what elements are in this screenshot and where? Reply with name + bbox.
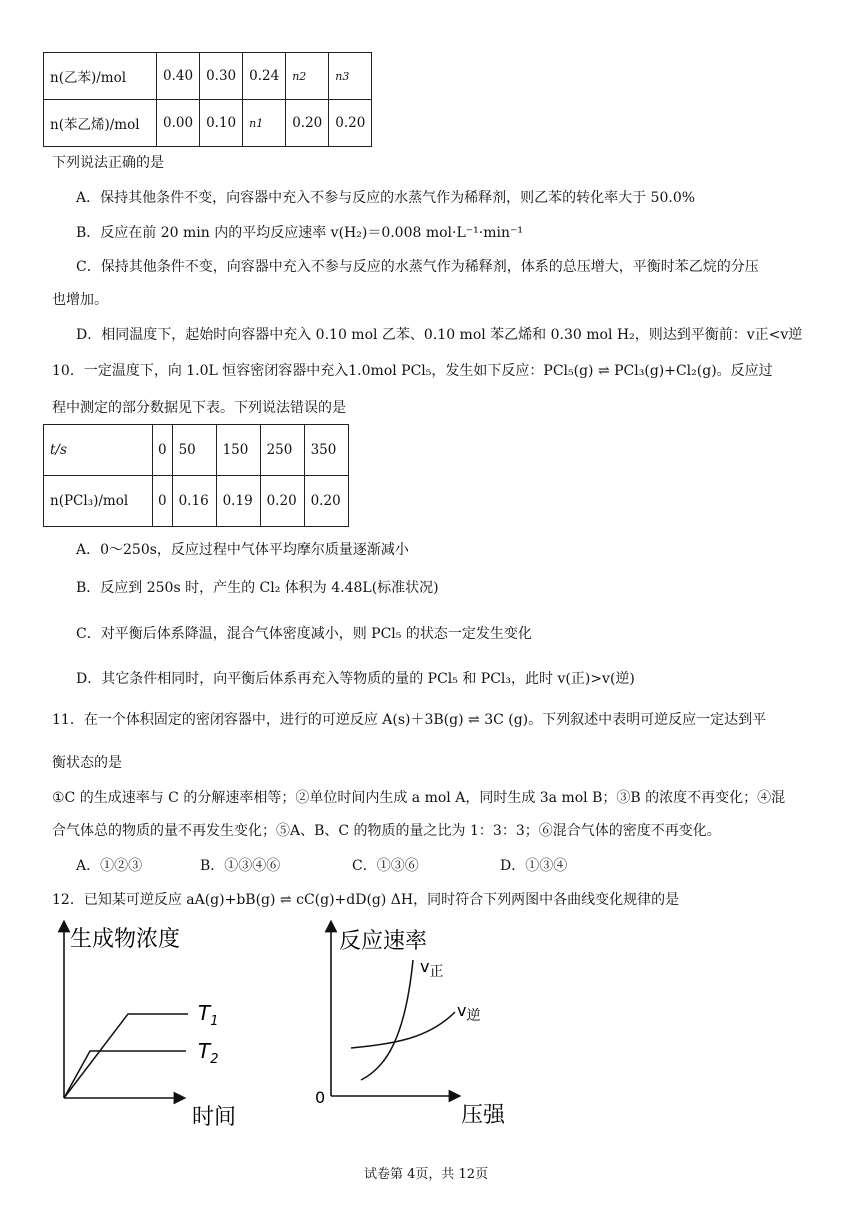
q11-option-a: A．①②③: [76, 858, 143, 874]
q10-option-d: D．其它条件相同时，向平衡后体系再充入等物质的量的 PCl₅ 和 PCl₃，此时 v(正)>v(逆): [76, 671, 635, 687]
q9-option-d: D．相同温度下，起始时向容器中充入 0.10 mol 乙苯、0.10 mol 苯乙烯和 0.30 mol H₂，则达到平衡前：v正<v逆: [76, 327, 803, 343]
table-cell: t/s: [44, 425, 153, 476]
table-cell: 0.20: [304, 476, 348, 527]
q9-option-b: B．反应在前 20 min 内的平均反应速率 v(H₂)＝0.008 mol·L⁻¹·min⁻¹: [76, 225, 524, 241]
curve-v-forward: [361, 960, 413, 1080]
table-row: [44, 53, 372, 100]
table-cell: 50: [172, 425, 216, 476]
table-row: [44, 476, 349, 527]
table-cell: n2: [286, 53, 329, 100]
q10-option-b: B．反应到 250s 时，产生的 Cl₂ 体积为 4.48L(标准状况): [76, 580, 439, 596]
y-axis-label: 生成物浓度: [70, 927, 181, 952]
q11-option-d: D．①③④: [500, 858, 568, 874]
table-cell: n(乙苯)/mol: [44, 53, 157, 100]
table-cell: 0.20: [329, 100, 372, 147]
origin-label: 0: [315, 1088, 326, 1107]
table-cell: 0.40: [157, 53, 200, 100]
table-row: [44, 100, 372, 147]
table-cell: 0: [153, 425, 173, 476]
q11-statements: ①C 的生成速率与 C 的分解速率相等；②单位时间内生成 a mol A，同时生成 3a mol B；③B 的浓度不再变化；④混: [52, 790, 786, 806]
table-cell: 0.19: [216, 476, 260, 527]
q10-option-a: A．0～250s，反应过程中气体平均摩尔质量逐渐减小: [76, 542, 409, 558]
x-axis-label: 压强: [461, 1103, 506, 1128]
table-pcl3: [43, 424, 349, 527]
table-cell: 0.20: [260, 476, 304, 527]
y-axis-label: 反应速率: [339, 929, 428, 954]
q10-option-c: C．对平衡后体系降温，混合气体密度减小，则 PCl₅ 的状态一定发生变化: [76, 626, 532, 642]
table-cell: n1: [243, 100, 286, 147]
table-cell: 0.10: [200, 100, 243, 147]
table-cell: 0.16: [172, 476, 216, 527]
q11-stem: 11．在一个体积固定的密闭容器中，进行的可逆反应 A(s)＋3B(g) ⇌ 3C (g)。下列叙述中表明可逆反应一定达到平: [52, 712, 767, 728]
graph-rate-pressure: [305, 920, 525, 1135]
label-t2: $T_2$: [198, 1039, 219, 1067]
q10-stem: 10．一定温度下，向 1.0L 恒容密闭容器中充入1.0mol PCl₅，发生如下反应：PCl₅(g) ⇌ PCl₃(g)+Cl₂(g)。反应过: [52, 363, 773, 379]
table-cell: n(苯乙烯)/mol: [44, 100, 157, 147]
q11-option-c: C．①③⑥: [352, 858, 419, 874]
q10-stem-cont: 程中测定的部分数据见下表。下列说法错误的是: [52, 400, 346, 416]
q9-stem: 下列说法正确的是: [52, 155, 164, 171]
graph-concentration-time: [40, 920, 280, 1135]
q9-option-a: A．保持其他条件不变，向容器中充入不参与反应的水蒸气作为稀释剂，则乙苯的转化率大于 50.0%: [76, 190, 696, 206]
table-cell: 350: [304, 425, 348, 476]
q9-option-c: C．保持其他条件不变，向容器中充入不参与反应的水蒸气作为稀释剂，体系的总压增大，平衡时苯乙烷的分压: [76, 259, 759, 275]
table-cell: 0.00: [157, 100, 200, 147]
table-cell: 250: [260, 425, 304, 476]
table-cell: n3: [329, 53, 372, 100]
table-row: [44, 425, 349, 476]
q12-stem: 12．已知某可逆反应 aA(g)+bB(g) ⇌ cC(g)+dD(g) ΔH，同时符合下列两图中各曲线变化规律的是: [52, 892, 680, 908]
label-t1: $T_1$: [198, 1001, 219, 1029]
table-cell: 0.20: [286, 100, 329, 147]
table-cell: 150: [216, 425, 260, 476]
x-axis-label: 时间: [192, 1105, 237, 1130]
page-footer: 试卷第 4页，共 12页: [364, 1167, 489, 1182]
table-cell: 0.30: [200, 53, 243, 100]
label-v-reverse: v逆: [457, 1001, 481, 1024]
q11-stem-cont: 衡状态的是: [52, 755, 122, 771]
q9-option-c-cont: 也增加。: [52, 292, 108, 308]
table-cell: 0.24: [243, 53, 286, 100]
label-v-forward: v正: [420, 957, 444, 980]
table-cell: n(PCl₃)/mol: [44, 476, 153, 527]
table-cell: 0: [153, 476, 173, 527]
q11-statements-cont: 合气体总的物质的量不再发生变化；⑤A、B、C 的物质的量之比为 1：3：3；⑥混合气体的密度不再变化。: [52, 823, 721, 839]
curve-t1: [64, 1014, 188, 1098]
table-ethylbenzene: [43, 52, 372, 147]
q11-option-b: B．①③④⑥: [200, 858, 281, 874]
